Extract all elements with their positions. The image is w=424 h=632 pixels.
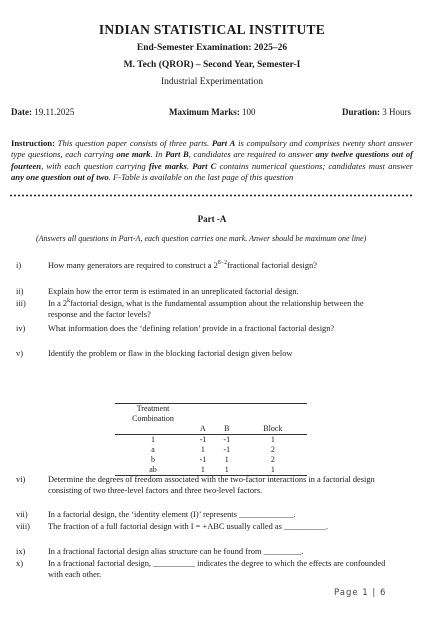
table-row: 1 -1 -1 1 <box>151 435 275 444</box>
program-title: M. Tech (QROR) – Second Year, Semester-I <box>123 60 301 70</box>
exam-page: INDIAN STATISTICAL INSTITUTE End-Semester Examination: 2025–26 M. Tech (QROR) – Second Year, Semester-I Industrial Experimentation Date: 19.11.2025 Maximum Marks: 100 Duration: 3 Hours Instruction: This question paper consists of three parts. Part A is compulsory and comprises twenty short answer type questions, each carrying one mark. In Part B, candidates are required to answer any twelve questions out of fourteen, with each question carrying five marks. Part C contains numerical questions; candidates must answer any one question out of two. F-Table is available on the last page of this question Part -A (Answers all questions in Part-A, each question carries one mark. Anwer should be maximum one line) i) How many generators are required to construct a $2^{8-2}fractional$ factorial design? ii) Explain how the error term is estimated in an unreplicated factorial design. iii) In a 2$^k$factorial design, what is the fundamental assumption about the relationship between the response and the factor levels? iv) What information does the ‘defining relation’ provide in a fractional factorial design? v) Identify the problem or flaw in the blocking factorial design given below Treatment Combination A B Block 1 -1 -1 1 a 1 -1 2 b -1 1 2 ab 1 1 1 vi) Determine the degrees of freedom associated with the two-factor interactions in a factorial design consisting of two three-level factors and three two-level factors. vii) In a factorial design, the ‘identity element (I)’ represents _____________. viii) The fraction of a full factorial design with I = +ABC usually called as __________. ix) In a fractional factorial design alias structure can be found from _________. x) In a fractional factorial design, __________ indicates the degree to which the effects are confounded with each other. Page 1 | 6 <box>0 0 424 632</box>
exam-marks: Maximum Marks: 100 <box>169 107 256 117</box>
table-header: B <box>215 424 239 435</box>
blocking-design-table <box>115 403 307 476</box>
exam-duration: Duration: 3 Hours <box>342 107 411 117</box>
part-a-note: (Answers all questions in Part-A, each question carries one mark. Anwer should be maximum one line) <box>36 234 367 243</box>
part-a-heading: Part -A <box>197 214 227 224</box>
table-header: Treatment Combination <box>115 404 191 425</box>
dotted-divider <box>9 194 413 197</box>
table-header: Block <box>239 424 307 435</box>
institute-title: INDIAN STATISTICAL INSTITUTE <box>98 22 326 37</box>
table-row: ab 1 1 1 <box>115 465 307 476</box>
table-header: A <box>191 424 215 435</box>
exam-date: Date: 19.11.2025 <box>11 107 75 117</box>
subject-title: Industrial Experimentation <box>160 77 264 87</box>
table-row: b -1 1 2 <box>151 455 275 464</box>
instruction-block: Instruction: This question paper consists of three parts. Part A is compulsory and comprises twenty short answer type questions, each carrying one mark. In Part B, candidates are required to answer any twelve questions out of fourteen, with each question carrying five marks. Part C contains numerical questions; candidates must answer any one question out of two. F-Table is available on the last page of this question <box>11 138 414 182</box>
exam-title: End-Semester Examination: 2025–26 <box>136 43 288 53</box>
table-row: a 1 -1 2 <box>151 445 275 454</box>
page-number: Page 1 | 6 <box>334 588 387 598</box>
